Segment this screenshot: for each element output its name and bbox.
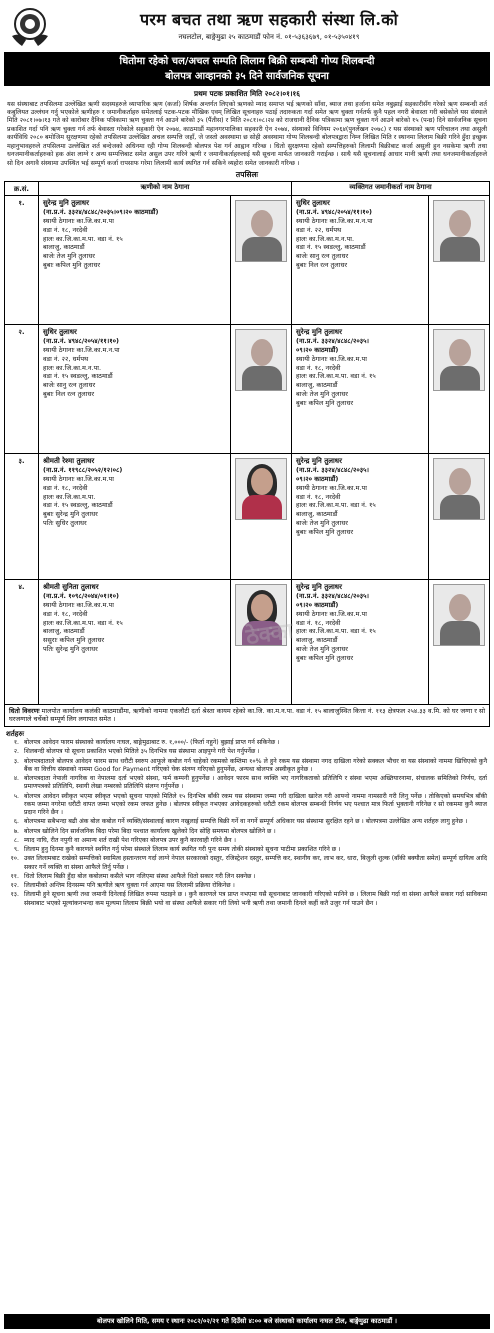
guarantor-photo-cell (429, 579, 490, 704)
borrower-detail-line: हालः का.जि.का.म.पा. वडा नं. १५ (43, 618, 123, 627)
guarantor-info (291, 453, 428, 579)
guarantor-detail-line: (ना.प्र.नं. ४९४८/२०५४/११।१०) (295, 208, 372, 217)
term-item (4, 775, 487, 792)
guarantor-detail-line: ०९।२० काठमाडौं) (295, 600, 339, 609)
guarantor-name: सुरेन्द्र मुनि तुलाधर (295, 582, 342, 591)
borrower-detail-line: वडा नं. १८, नरदेवी (43, 225, 88, 234)
term-item (4, 748, 487, 756)
borrower-detail-line: ससुराः कपिल मुनि तुलाधर (43, 636, 105, 645)
borrower-detail-line: स्थायी ठेगानाः का.जि.का.म.पा (43, 474, 114, 483)
publication-date: प्रथम पटक प्रकाशित मिति २०८२।०१।१६ (194, 89, 300, 98)
guarantor-detail-line: वडा नं. १५ स्वडल्लु, काठमाडौं (295, 243, 366, 252)
terms-title: शर्तहरुः (6, 729, 25, 738)
term-number: ३. (13, 757, 19, 765)
table-row (5, 195, 490, 324)
borrower-detail-line: (ना.प्र.नं. ११९८८/२०५२/१२।०८) (43, 466, 123, 475)
term-text: लिलामीको अन्तिम दिनसम्म पनि ऋणीले ऋण चुक्ता गर्न आएमा यस लिलामी प्रक्रिया रोकिनेछ । (24, 882, 235, 889)
borrower-detail-line: वडा नं. १५ स्वडल्लु, काठमाडौं (43, 501, 113, 510)
borrower-detail-line: हालः का.जि.का.म.पा. वडा नं. १५ (43, 234, 123, 243)
term-text: बोलपत्रदाताले बोलपत्र आवेदन फारम साथ धरौटी स्वरुप आफूले कबोल गर्न चाहेको रकमको कम्तिमा १०% ले हुने रकम यस संस्थामा नगद दाखिला गरेको सक्कल भौचर वा यस संस्थाको नाममा खिचिएको कुनै बैंक वा वित्तीय संस्थाको नाममा Good for Payment गरिएको चेक संलग्न गरिएको हुनुपर्नेछ, अन्यथा बोलपत्र अस्वीकृत हुनेछ । (24, 757, 487, 773)
guarantor-photo (433, 584, 485, 646)
borrower-detail-line: हालः का.जि.का.म.पा. (43, 492, 96, 501)
header (4, 3, 490, 49)
banner-line-1: धितोमा रहेको चल/अचल सम्पति लिलाम बिक्री सम्बन्धी गोप्य शिलबन्दी (119, 56, 375, 67)
term-item (4, 882, 487, 890)
borrower-photo-cell (230, 324, 291, 453)
serial-number: २. (5, 324, 39, 453)
term-text: बोलपत्रमा सबैभन्दा बढी अंक बोल कबोल गर्ने व्यक्ति/संस्थालाई कारण नखुलाई सम्पत्ति बिक्री गर्ने वा नगर्ने सम्पूर्ण अधिकार यस संस्थामा सुरक्षित रहने छ । बोलपत्रमा उल्लेखित अन्य शर्तहरु लागु हुनेछ । (24, 818, 468, 826)
guarantor-detail-line: वडा नं. १८, नरदेवी (295, 492, 341, 501)
borrower-detail-line: पतिः सुरेन्द्र मुनि तुलाधर (43, 645, 98, 654)
collateral-details (4, 705, 490, 727)
term-text: बोलपत्र आवेदन फारम संस्थाको कार्यालय नःघल, बाङ्गेमुढाबाट रु. १,०००/- (फिर्ता नहुने) बुझाई प्राप्त गर्न सकिनेछ । (24, 739, 280, 746)
borrower-photo (235, 458, 287, 520)
term-text: बोलपत्र आवेदन स्वीकृत भएमा स्वीकृत भएको सूचना पाएको मितिले १५ दिनभित्र बाँकी रकम यस संस्थामा जम्मा गरी दाखिला खारेज गरी आफ्नो नाममा नामसारी गरी लिनु पर्नेछ । तोकिएको समयभित्र बाँकी रकम जम्मा नगरेमा धरौटी वापत जम्मा भएको रकम जफत हुनेछ । बोलपत्र स्वीकृत नभएका आवेदकहरुको धरौटी रकम बोलपत्र सम्बन्धी निर्णय भए पश्चात मात्र फिर्ता भुक्तानी गरिनेछ र सो रकममा कुनै ब्याज प्रदान गरिने छैन । (24, 792, 487, 816)
notice-banner (4, 52, 490, 86)
borrower-info (39, 453, 231, 579)
term-number: ९. (13, 846, 19, 853)
guarantor-info (291, 195, 428, 324)
term-text: उक्त लिलामबाट राखेको सम्पत्तिको स्वामित्व हस्तान्तरण गर्दा लाग्ने नेपाल सरकारको दस्तुर, रजिस्ट्रेशन दस्तुर, सम्पत्ति कर, स्थानीय कर, लाभ कर, धारा, बिजुली शुल्क (बाँकी बक्यौता समेत) सम्पूर्ण दायित्व आदि सकार गर्ने व्यक्ति वा संस्था आफैले तिर्नु पर्नेछ । (24, 855, 487, 871)
guarantor-name: सुरेन्द्र मुनि तुलाधर (295, 327, 342, 336)
organization-name: परम बचत तथा ऋण सहकारी संस्था लि.को (139, 10, 399, 30)
term-number: १०. (10, 855, 19, 863)
term-number: ६. (13, 818, 19, 826)
cooperative-logo-icon (8, 4, 52, 48)
guarantor-name: सुरेन्द्र मुनि तुलाधर (295, 456, 342, 465)
term-item (4, 828, 487, 836)
organization-address: नघलटोल, बाङ्गेमुढा २५ काठमाडौं फोन नं. ०१-५३६३६७९, ०१-५३५०४१९ (178, 33, 360, 42)
watermark: ठेक्का (244, 618, 295, 651)
borrower-photo-cell (230, 195, 291, 324)
term-text: शिलबन्दी बोलपत्र यो सूचना प्रकाशित भएको मितिले ३५ दिनभित्र यस संस्थामा आइपुग्ने गरी पेश गर्नुपर्नेछ । (24, 748, 260, 756)
borrower-detail-line: वडा नं. २२, धर्मपथ (43, 354, 89, 363)
guarantor-detail-line: बालाजु, काठमाडौं (295, 381, 338, 390)
serial-number: ४. (5, 579, 39, 704)
term-item (4, 873, 487, 881)
guarantor-detail-line: (ना.प्र.नं. ३३२४/४८४८/२०३५। (295, 592, 369, 601)
guarantor-detail-line: बाजेः तेज मुनि तुलाधर (295, 645, 348, 654)
guarantor-photo-cell (429, 324, 490, 453)
term-text: लिलाम हुनु दिनमा कुनै कारणले स्थगित गर्नु परेमा संस्थाले लिलाम कार्य स्थगित गरी पुनः समय तोकी संस्थाको सूचना पाटीमा प्रकाशित गरिने छ । (24, 846, 341, 853)
guarantor-detail-line: बालाजु, काठमाडौं (295, 510, 338, 519)
guarantor-detail-line: वडा नं. २२, धर्मपथ (295, 225, 342, 234)
borrower-photo (235, 200, 287, 262)
serial-number: १. (5, 195, 39, 324)
header-borrower: ऋणीको नाम ठेगाना (39, 181, 292, 195)
term-item (4, 758, 487, 775)
borrower-detail-line: स्थायी ठेगानाः का.जि.का.म.पा (43, 216, 114, 225)
term-text: धितो लिलाम बिक्री हुँदा बोल कबोलमा कसैले भाग नलिएमा संस्था आफैले धितो सकार गरी लिन सक्नेछ । (24, 872, 256, 880)
term-number: १२. (10, 882, 19, 889)
guarantor-detail-line: स्थायी ठेगानाः का.जि.का.म.न.पा (295, 216, 373, 225)
guarantor-detail-line: (ना.प्र.नं. ३३२४/४८४८/२०३५। (295, 466, 369, 475)
borrower-detail-line: पतिः सुधिर तुलाधर (43, 519, 87, 528)
guarantor-detail-line: बालाजु, काठमाडौं (295, 636, 338, 645)
borrower-name: सुधिर तुलाधर (43, 327, 77, 336)
guarantor-detail-line: हालः का.जि.का.म.पा. वडा नं. १५ (295, 372, 376, 381)
borrower-detail-line: वडा नं. १८, नरदेवी (43, 483, 88, 492)
term-number: ८. (13, 836, 19, 844)
guarantor-detail-line: बुबाः निल रत्न तुलाधर (295, 261, 348, 270)
guarantor-photo (433, 329, 485, 391)
guarantor-detail-line: स्थायी ठेगानाः का.जि.का.म.पा (295, 609, 367, 618)
terms-list (4, 739, 490, 908)
borrower-detail-line: वडा नं. १५ स्वडल्लु, काठमाडौं (43, 372, 113, 381)
guarantor-detail-line: स्थायी ठेगानाः का.जि.का.म.पा (295, 483, 367, 492)
guarantor-detail-line: (ना.प्र.नं. ३३२४/४८४८/२०३५। (295, 337, 369, 346)
borrower-detail-line: बुबाः निल रत्न तुलाधर (43, 390, 95, 399)
borrower-detail-line: वडा नं. १८, नरदेवी (43, 609, 88, 618)
term-item (4, 891, 487, 908)
borrower-detail-line: (ना.प्र.नं. ४९४८/२०५४/११।१०) (43, 337, 119, 346)
term-item (4, 837, 487, 845)
term-item (4, 739, 487, 747)
term-number: १. (13, 739, 19, 746)
term-number: ११. (10, 872, 19, 880)
header-guarantor: व्यक्तिगत जमानीकर्ता नाम ठेगाना (291, 181, 489, 195)
table-header-row (5, 181, 490, 195)
term-number: १३. (10, 891, 19, 899)
borrower-info (39, 324, 231, 453)
table-row (5, 453, 490, 579)
guarantor-detail-line: बाजेः सानु रत्न तुलाधर (295, 252, 349, 261)
table-row (5, 324, 490, 453)
guarantor-photo (433, 458, 485, 520)
term-text: लिलामी हुने सूचना ऋणी तथा जमानी दिनेलाई लिखित रुपमा पठाइने छ । कुनै कारणले पत्र प्राप्त नभएमा यसै सूचनाबाट जानकारी गरिएको मानिने छ । लिलाम बिक्री गर्दा वा संस्था आफैले सकार गर्दा साविकमा संस्थाबाट भएको मूल्यांकनभन्दा कम मूल्यमा लिलाम बिक्री भयो वा संस्था आफैले सकार गरी लियो भनी ऋणी तथा जमानी दिनले कहीं कतै उजुर गर्न पाउने छैन । (24, 891, 487, 907)
term-number: ४. (13, 775, 19, 782)
borrower-detail-line: बालाजु, काठमाडौं (43, 243, 85, 252)
guarantor-detail-line: स्थायी ठेगानाः का.जि.का.म.पा (295, 354, 367, 363)
guarantor-photo (433, 200, 485, 262)
guarantor-info (291, 579, 428, 704)
borrower-name: सुरेन्द्र मुनि तुलाधर (43, 198, 89, 207)
borrower-detail-line: (ना.प्र.नं. १०९८/२०४४/०१।१०) (43, 592, 119, 601)
term-number: ५. (13, 792, 19, 800)
borrower-photo (235, 329, 287, 391)
borrower-name: श्रीमती रेश्मा तुलाधर (43, 456, 95, 465)
borrower-detail-line: स्थायी ठेगानाः का.जि.का.म.न.पा (43, 345, 120, 354)
guarantor-detail-line: वडा नं. १८, नरदेवी (295, 618, 341, 627)
guarantor-name: सुधिर तुलाधर (295, 198, 330, 207)
collateral-text: मालपोत कार्यालय कलंकी काठमाडौंमा, ऋणीको नाममा एकलौटी दर्ता श्रेस्ता कायम रहेको का.जि. का.म.न.पा. वडा नं. १५ बालाजुस्थित कित्ता नं. ११३ क्षेत्रफल २५४.३३ व.मि. को घर जग्गा र सो घरजग्गाले चर्चेको सम्पूर्ण लिग लगापात समेत । (9, 706, 485, 724)
term-item (4, 793, 487, 818)
guarantor-detail-line: ०९।२० काठमाडौं) (295, 345, 339, 354)
borrower-detail-line: बाजेः सानु रत्न तुलाधर (43, 381, 96, 390)
guarantor-detail-line: हालः का.जि.का.म.पा. वडा नं. १५ (295, 501, 376, 510)
guarantor-detail-line: बाजेः तेज मुनि तुलाधर (295, 390, 348, 399)
borrower-info (39, 195, 231, 324)
term-number: २. (13, 748, 19, 756)
header-serial: क्र.सं. (5, 181, 39, 195)
guarantor-detail-line: बुबाः कपिल मुनि तुलाधर (295, 398, 354, 407)
term-number: ७. (13, 827, 19, 835)
banner-line-2: बोलपत्र आव्हानको ३५ दिने सार्वजनिक सूचना (165, 71, 329, 82)
footer-bar: बोलपत्र खोलिने मिति, समय र स्थानः २०८२/०२/२१ गते दिउँसो ४:०० बजे संस्थाको कार्यालय नःघल टोल, बाङ्गेमुढा काठमाडौं । (4, 1314, 490, 1329)
borrower-detail-line: बालाजु, काठमाडौं (43, 627, 85, 636)
intro-paragraph: यस संस्थाबाट तपसिलमा उल्लेखित ऋणी सदस्यहरुले व्यापारिक ऋण (कर्जा) शिर्षक अन्तर्गत लिएको ऋणको म्याद समाप्त भई ऋणको साँवा, ब्याज तथा हर्जाना समेत नबुझाई सहकारीसँग गरेको ऋण सम्बन्धी शर्त कबुलियत उल्लंघन गर्नु भएकोले ऋणीहरु र जमानीकर्ताहरु समेतलाई पटक-पटक मौखिक एवम् लिखित सूचनाहरु पठाई तदारुकता गर्दा समेत ऋण चुक्ता गर्नतर्फ कुनै पहल नगरी बेवास्ता गरी बसेकोले यस संस्थाले मिति २०८१।०७।१३ गते को कारोबार दैनिक पत्रिकामा ऋण चुक्ता गर्न आउने बारेको ३५ (पैंतीस) र मिति २०८१।०८।२४ को राजधानी दैनिक पत्रिकामा ऋण चुक्ता गर्न आउने बारेको १५ (पन्ध्र) दिने सार्वजनिक सूचना प्रकाशित गर्दा पनि ऋण चुक्ता गर्न तर्फ बेवास्ता गरेकोले सहकारी ऐन २०७४, काठमाडौं महानगरपालिका सहकारी ऐन २०७४, संस्थाको विनियम २०६४(पुनर्लेखन २०७८) र यस संस्थाको ऋण परिचालन तथा असुली कार्यविधि २०८० बमोजिम सुरक्षणमा रहेको तपसिलमा उल्लेखित अचल सम्पत्ति जहाँ, जे जस्तो अवस्थामा छ सोही अवस्थामा गोप्य शिलबन्दी बोलपत्रद्वारा निम्न लिखित मिति र स्थानमा लिलाम बिक्री गरिने हुँदा इच्छुक महानुभावहरुले तपसिलमा उल्लेखित शर्त बन्देजको अधिनमा रही गोप्य शिलबन्दी बोलपत्र पेश गर्न आह्वान गरिन्छ । धितो सुरक्षणमा रहेको सम्पत्तिहरुको लिलामी बिक्रीबाट कर्जा असुली हुन नसकेमा ऋणी तथा धनजमानीकर्ताहरुको हक अंश लाग्ने र अन्य सम्पत्तिबाट समेत असुल उपर गरिने ऋणी र जमानीकर्ताहरुलाई यसै सूचना मार्फत जानकारी गराईन्छ । साथै यसै सूचनालाई आधार मानी ऋणी तथा धनजमानीकर्ताहरुले सो दिन अगावै संस्थामा उपस्थित भई सम्पूर्ण कर्जा रापसाफ गरेमा लिलामी कार्य स्थगित गर्न सकिने व्यहोरा समेत जानकारी गरिन्छ । (7, 100, 487, 167)
term-item (4, 846, 487, 854)
serial-number: ३. (5, 453, 39, 579)
borrower-detail-line: बुबाः सुरेन्द्र मुनि तुलाधर (43, 510, 98, 519)
borrower-photo-cell (230, 453, 291, 579)
term-text: बोलपत्र खोलिने दिन सार्वजनिक बिदा परेमा बिदा पश्चात कार्यालय खुलेको दिन सोहि समयमा बोलपत्र खोलिने छ । (24, 827, 276, 835)
guarantor-detail-line: बाजेः तेज मुनि तुलाधर (295, 519, 348, 528)
guarantor-detail-line: हालः का.जि.का.म.न.पा. (295, 234, 355, 243)
table-title: तपसिलः (235, 170, 259, 179)
guarantor-photo-cell (429, 453, 490, 579)
borrower-name: श्रीमती सुनिता तुलाधर (43, 582, 99, 591)
guarantor-detail-line: ०९।२० काठमाडौं) (295, 474, 339, 483)
term-text: बोलपत्रदाता नेपाली नागरिक वा नेपालमा दर्ता भएको संस्था, फर्म कम्पनी हुनुपर्नेछ । आवेदन फारम साथ व्यक्ति भए नागरिकताको प्रतिलिपि र संस्था भएमा अख्तियारनामा, संचालक समितिको निर्णय, दर्ता प्रमाणपत्रको प्रतिलिपि, स्थायी लेखा नम्बरको प्रतिलिपि संलग्न गर्नुपर्नेछ । (24, 775, 487, 791)
borrower-detail-line: (ना.प्र.नं. ३३२४/४८४८/२०३५।०९।२० काठमाडौं) (43, 208, 159, 217)
guarantor-photo-cell (429, 195, 490, 324)
term-item (4, 818, 487, 826)
guarantor-detail-line: बुबाः कपिल मुनि तुलाधर (295, 527, 354, 536)
borrower-detail-line: स्थायी ठेगानाः का.जि.का.म.पा (43, 600, 114, 609)
guarantor-info (291, 324, 428, 453)
guarantor-detail-line: हालः का.जि.का.म.पा. वडा नं. १५ (295, 627, 376, 636)
term-text: म्याद नाघि, रीत नपुगी वा अमान्य शर्त राखी पेश गरिएका बोलपत्र उपर कुनै कारवाही गरिने छैन । (24, 836, 236, 844)
guarantor-detail-line: वडा नं. १८, नरदेवी (295, 363, 341, 372)
collateral-label: धितो विवरणः (9, 706, 40, 715)
term-item (4, 855, 487, 872)
borrower-info (39, 579, 231, 704)
borrower-detail-line: हालः का.जि.का.म.न.पा. (43, 363, 102, 372)
guarantor-detail-line: बुबाः कपिल मुनि तुलाधर (295, 653, 354, 662)
borrower-detail-line: बाजेः तेज मुनि तुलाधर (43, 252, 95, 261)
borrower-detail-line: बुबाः कपिल मुनि तुलाधर (43, 261, 101, 270)
